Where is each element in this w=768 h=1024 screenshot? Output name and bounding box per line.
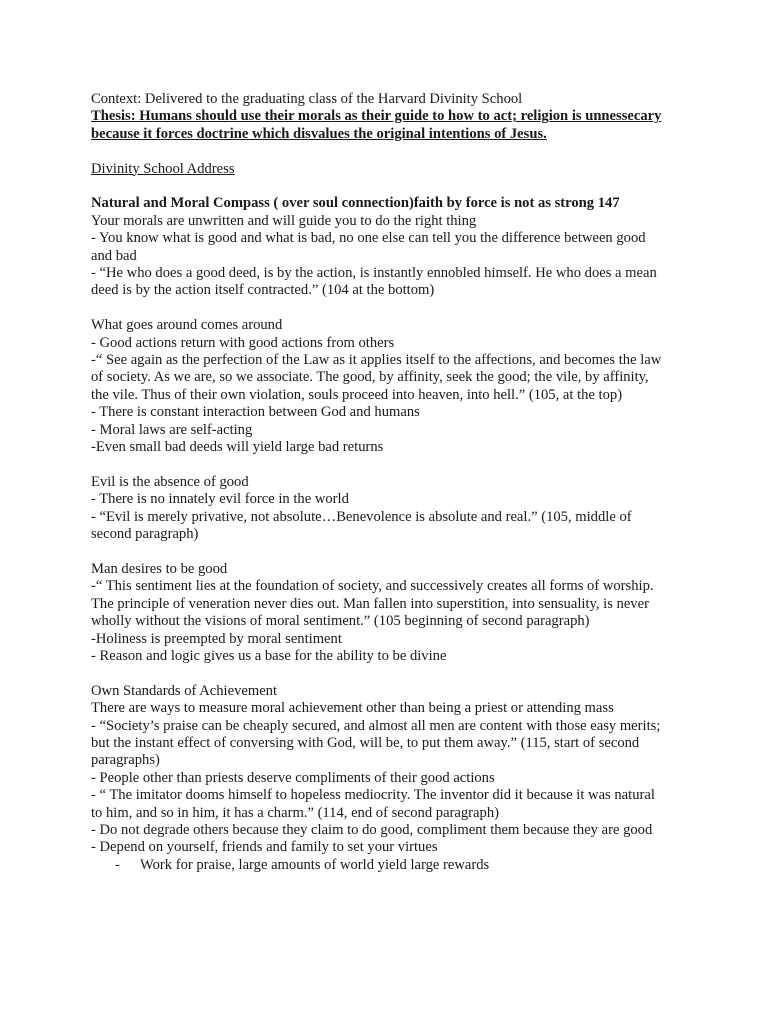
section-heading: Man desires to be good <box>91 560 228 577</box>
sub-bullet-item <box>91 857 669 874</box>
section-line: - People other than priests deserve compliments of their good actions <box>91 769 495 786</box>
context-line: Context: Delivered to the graduating class of the Harvard Divinity School <box>91 91 523 107</box>
section-line: - There is no innately evil force in the world <box>91 491 349 508</box>
document-title: Divinity School Address <box>91 160 235 177</box>
sub-bullet-text: Work for praise, large amounts of world yield large rewards <box>140 856 490 873</box>
section-line: - Reason and logic gives us a base for the ability to be divine <box>91 647 447 664</box>
section-heading: Own Standards of Achievement <box>91 682 278 699</box>
section-natural-moral-compass <box>91 195 669 299</box>
section-line: -“ This sentiment lies at the foundation of society, and successively creates all forms of worship. The principle of veneration never dies out. Man fallen into superstition, into sensuality, is never wholly without the visions of moral sentiment.” (105 beginning of second paragraph) <box>91 578 654 630</box>
section-line: There are ways to measure moral achievement other than being a priest or attending mass <box>91 700 614 717</box>
section-line: Your morals are unwritten and will guide you to do the right thing <box>91 212 477 229</box>
section-man-desires-good <box>91 561 669 665</box>
section-line: - There is constant interaction between God and humans <box>91 404 420 421</box>
sub-bullet-marker: - <box>115 856 120 873</box>
section-line: - Moral laws are self-acting <box>91 421 253 438</box>
section-line: - Good actions return with good actions from others <box>91 334 395 351</box>
thesis-statement: Thesis: Humans should use their morals as their guide to how to act; religion is unnessecary because it forces doctrine which disvalues the original intentions of Jesus. <box>91 108 662 142</box>
section-line: - “He who does a good deed, is by the action, is instantly ennobled himself. He who does a mean deed is by the action itself contracted.” (104 at the bottom) <box>91 265 657 299</box>
section-line: - Depend on yourself, friends and family to set your virtues <box>91 839 438 856</box>
section-own-standards <box>91 683 669 874</box>
section-what-goes-around <box>91 317 669 456</box>
section-heading: What goes around comes around <box>91 317 283 334</box>
document-page <box>91 91 669 874</box>
section-line: - “Evil is merely privative, not absolute…Benevolence is absolute and real.” (105, middle of second paragraph) <box>91 508 632 543</box>
section-line: -Holiness is preempted by moral sentiment <box>91 630 342 647</box>
section-line: - You know what is good and what is bad, no one else can tell you the difference between good and bad <box>91 230 646 264</box>
section-line: - “Society’s praise can be cheaply secured, and almost all men are content with those easy merits; but the instant effect of conversing with God, will be, to put them away.” (115, start of second paragraphs) <box>91 717 661 769</box>
section-line: - “ The imitator dooms himself to hopeless mediocrity. The inventor did it because it was natural to him, and so in him, it has a charm.” (114, end of second paragraph) <box>91 787 655 821</box>
section-evil-absence-of-good <box>91 474 669 544</box>
section-heading: Evil is the absence of good <box>91 473 249 490</box>
section-line: -Even small bad deeds will yield large bad returns <box>91 439 384 456</box>
section-heading: Natural and Moral Compass ( over soul connection)faith by force is not as strong 147 <box>91 195 620 212</box>
section-line: -“ See again as the perfection of the Law as it applies itself to the affections, and becomes the law of society. As we are, so we associate. The good, by affinity, seek the good; the vile, by affinity, the vile. Thus of their own violation, souls proceed into heaven, into hell.” (105, at the top) <box>91 352 662 403</box>
section-line: - Do not degrade others because they claim to do good, compliment them because they are good <box>91 821 653 838</box>
